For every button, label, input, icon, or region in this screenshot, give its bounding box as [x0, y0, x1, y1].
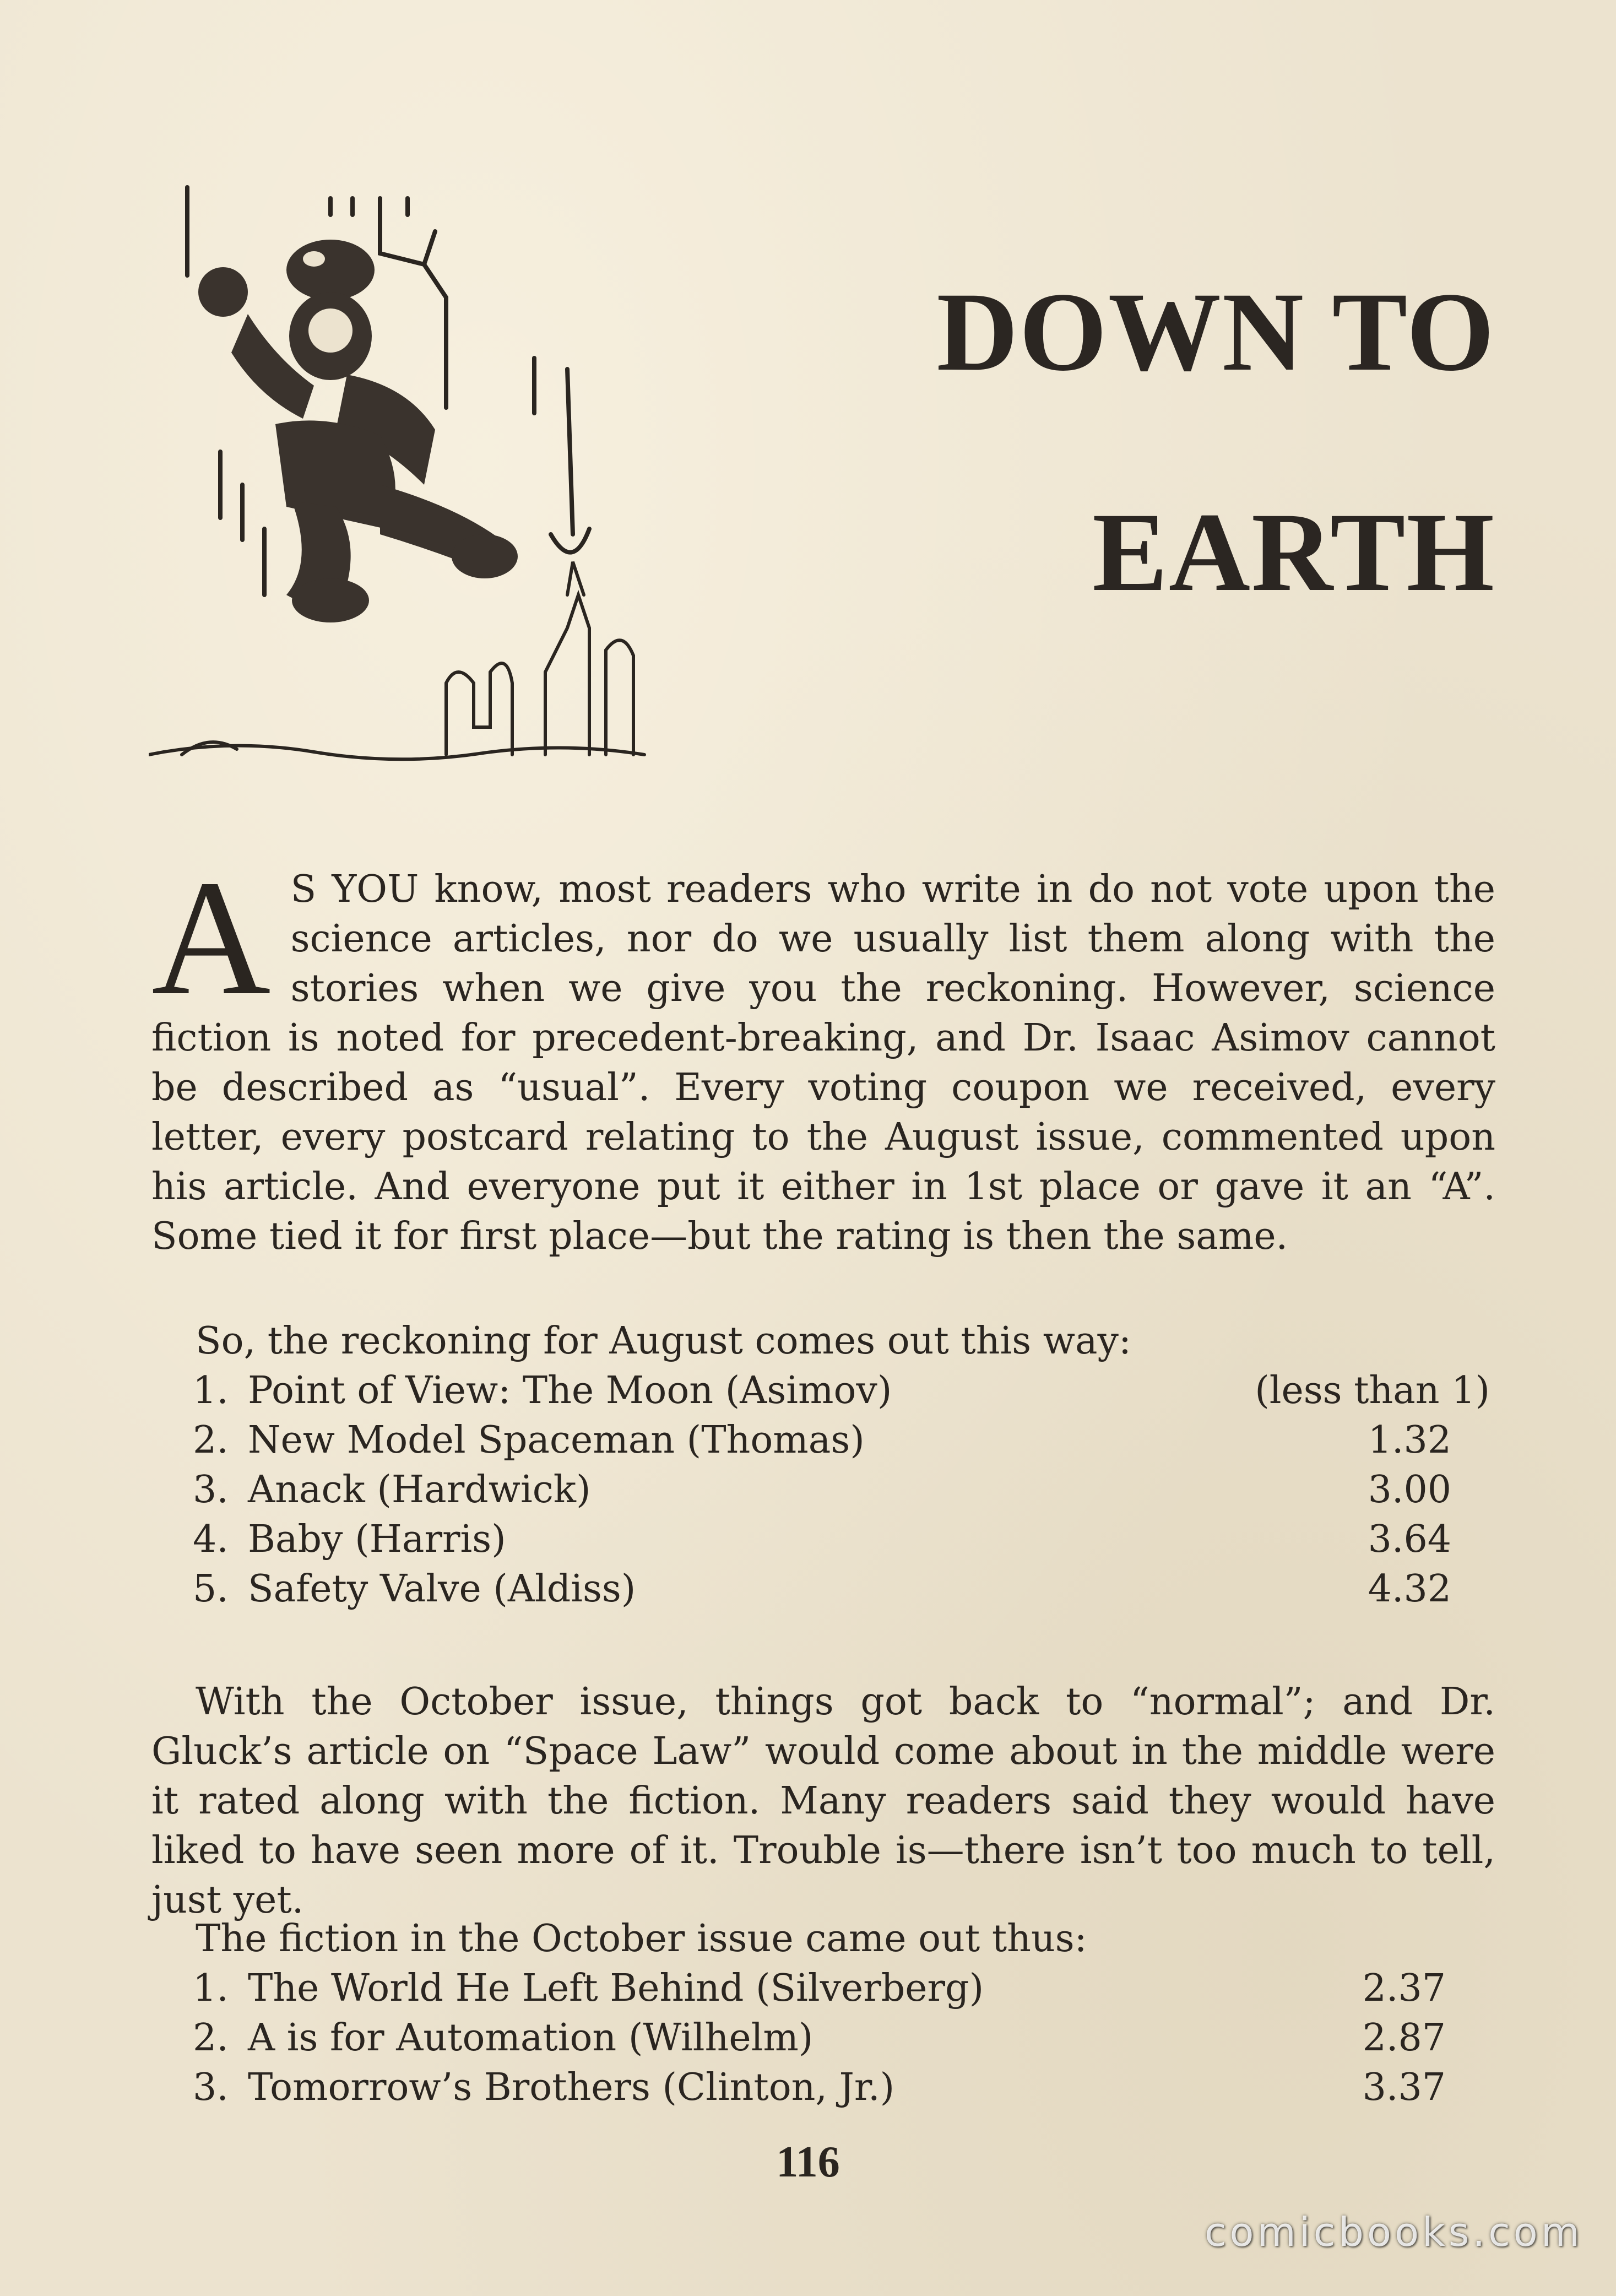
story-title: Tomorrow’s Brothers (Clinton, Jr.): [248, 2066, 895, 2109]
story-score: 3.64: [1368, 1518, 1451, 1561]
rank-number: 3.: [193, 2066, 229, 2109]
story-title: Point of View: The Moon (Asimov): [248, 1369, 892, 1412]
falling-man-illustration: [149, 176, 661, 782]
rank-number: 2.: [193, 2016, 229, 2060]
story-score: 1.32: [1368, 1418, 1451, 1462]
story-title: Safety Valve (Aldiss): [248, 1567, 636, 1611]
list-item: [193, 1465, 1495, 1515]
story-title: New Model Spaceman (Thomas): [248, 1418, 865, 1462]
watermark: comicbooks.com: [1204, 2209, 1583, 2255]
rank-number: 2.: [193, 1418, 229, 1462]
rank-number: 4.: [193, 1518, 229, 1561]
drop-cap: A: [151, 846, 271, 1029]
october-intro: The fiction in the October issue came out thus:: [196, 1917, 1087, 1961]
rank-number: 3.: [193, 1468, 229, 1512]
rank-number: 1.: [193, 1369, 229, 1412]
list-item: [193, 1964, 1495, 2013]
story-title: Anack (Hardwick): [248, 1468, 591, 1512]
october-paragraph: With the October issue, things got back to “normal”; and Dr. Gluck’s article on “Space Law” would come about in the middle were it rated along with the fiction. Many readers said they would have liked to have seen more of it. Trouble is—there isn’t too much to tell, just yet.: [151, 1680, 1495, 1922]
story-score: 2.87: [1362, 2016, 1446, 2060]
story-score: 2.37: [1362, 1967, 1446, 2010]
october-ranking-list: [193, 1964, 1495, 2113]
list-item: [193, 1515, 1495, 1564]
rank-number: 1.: [193, 1967, 229, 2010]
august-intro: So, the reckoning for August comes out this way:: [196, 1319, 1131, 1363]
list-item: [193, 1564, 1495, 1614]
intro-text: S YOU know, most readers who write in do not vote upon the science articles, nor do we usually list them along with the stories when we give you the reckoning. However, science fiction is noted for precedent-breaking, and Dr. Isaac Asimov cannot be described as “usual”. Every voting coupon we received, every letter, every postcard relating to the August issue, commented upon his article. And everyone put it either in 1st place or gave it an “A”. Some tied it for first place—but the rating is then the same.: [151, 868, 1495, 1258]
story-score: 4.32: [1368, 1567, 1451, 1611]
intro-paragraph: [151, 846, 1495, 1261]
list-item: [193, 2013, 1495, 2063]
august-ranking-list: [193, 1366, 1495, 1614]
title-line-1: DOWN TO: [936, 269, 1495, 394]
list-item: [193, 1366, 1495, 1416]
rank-number: 5.: [193, 1567, 229, 1611]
page-number: 116: [776, 2138, 840, 2186]
list-item: [193, 2063, 1495, 2113]
title-line-2: EARTH: [1092, 490, 1495, 615]
story-score: 3.37: [1362, 2066, 1446, 2109]
story-score: (less than 1): [1255, 1369, 1490, 1412]
list-item: [193, 1416, 1495, 1465]
story-title: A is for Automation (Wilhelm): [248, 2016, 814, 2060]
story-score: 3.00: [1368, 1468, 1451, 1512]
story-title: The World He Left Behind (Silverberg): [248, 1967, 984, 2010]
story-title: Baby (Harris): [248, 1518, 506, 1561]
